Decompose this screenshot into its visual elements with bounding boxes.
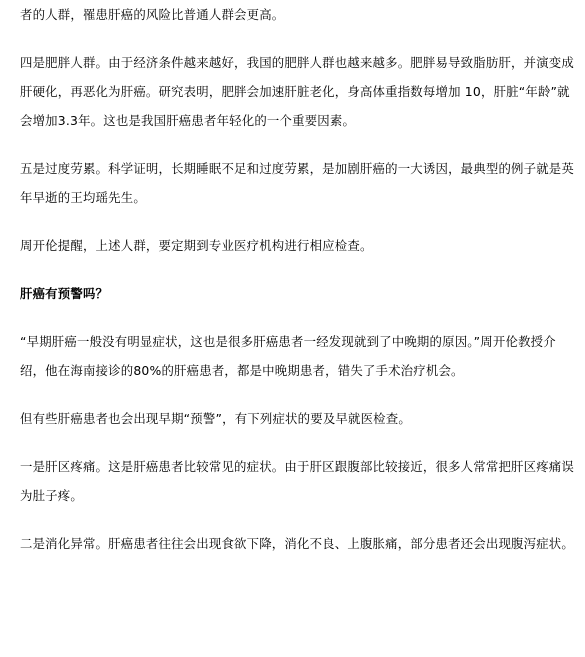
article-body <box>20 0 575 558</box>
paragraph-early-symptoms: “早期肝癌一般没有明显症状，这也是很多肝癌患者一经发现就到了中晚期的原因。”周开伦教授介绍，他在海南接诊的80%的肝癌患者，都是中晚期患者，错失了手术治疗机会。 <box>20 334 556 378</box>
paragraph-obesity: 四是肥胖人群。由于经济条件越来越好，我国的肥胖人群也越来越多。肥胖易导致脂肪肝，并演变成肝硬化，再恶化为肝癌。研究表明，肥胖会加速肝脏老化，身高体重指数每增加 10，肝脏“年龄”就会增加3.3年。这也是我国肝癌患者年轻化的一个重要因素。 <box>20 55 574 128</box>
paragraph-digestion: 二是消化异常。肝癌患者往往会出现食欲下降，消化不良、上腹胀痛，部分患者还会出现腹泻症状。 <box>20 536 574 551</box>
paragraph-early-warning: 但有些肝癌患者也会出现早期“预警”，有下列症状的要及早就医检查。 <box>20 411 411 426</box>
paragraph-liver-pain: 一是肝区疼痛。这是肝癌患者比较常见的症状。由于肝区跟腹部比较接近，很多人常常把肝区疼痛误为肚子疼。 <box>20 459 574 503</box>
paragraph-risk-intro: 者的人群，罹患肝癌的风险比普通人群会更高。 <box>20 7 285 22</box>
paragraph-overwork: 五是过度劳累。科学证明，长期睡眠不足和过度劳累，是加剧肝癌的一大诱因，最典型的例子就是英年早逝的王均瑶先生。 <box>20 161 574 205</box>
section-heading-warning: 肝癌有预警吗？ <box>20 286 109 301</box>
paragraph-reminder: 周开伦提醒，上述人群，要定期到专业医疗机构进行相应检查。 <box>20 238 373 253</box>
